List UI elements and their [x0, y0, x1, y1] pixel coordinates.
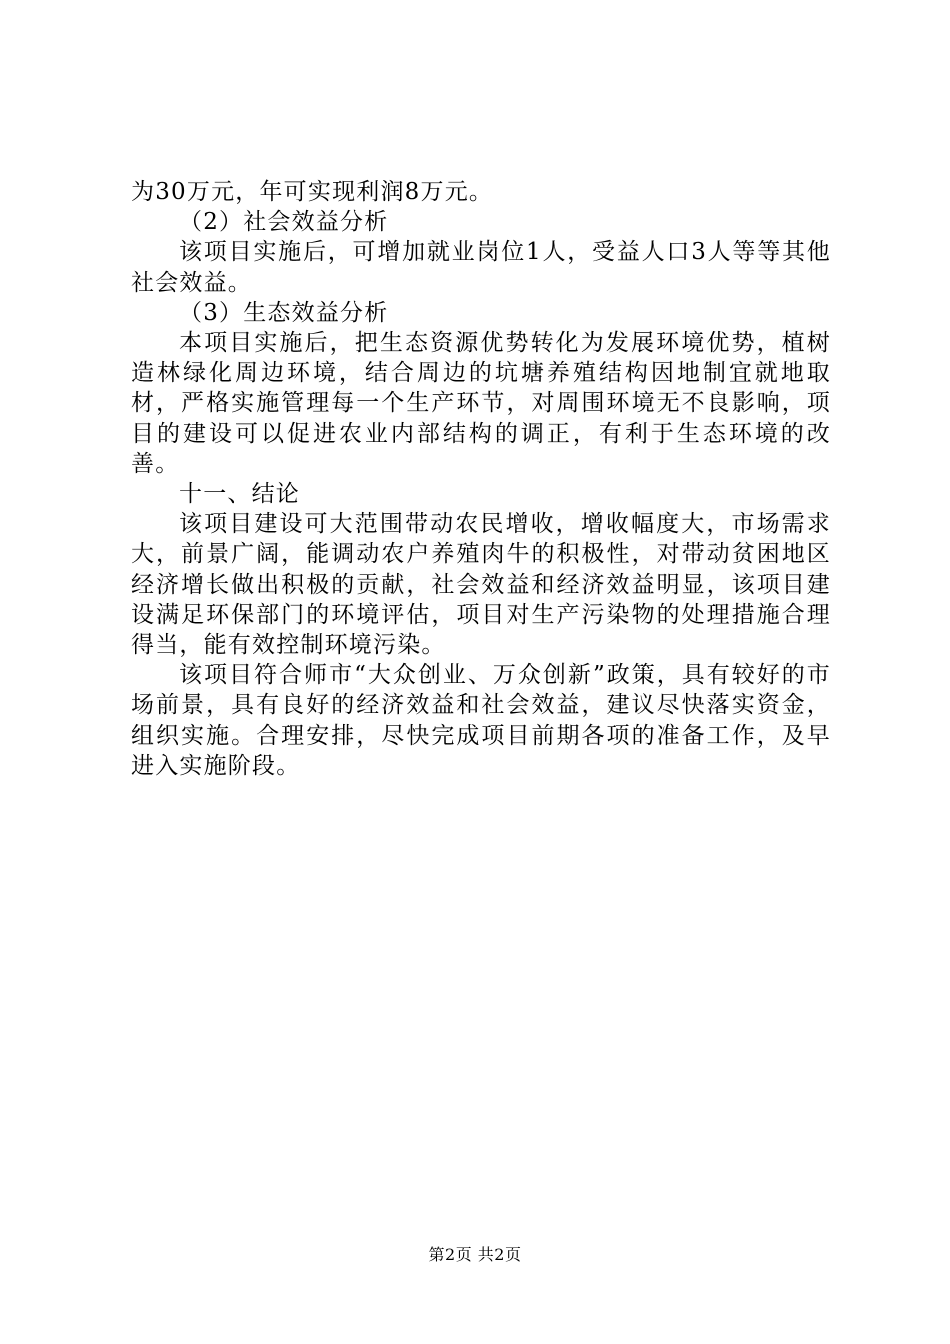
paragraph-social-benefit: 该项目实施后，可增加就业岗位1人，受益人口3人等等其他社会效益。: [131, 239, 831, 296]
heading-social-benefit: （2）社会效益分析: [179, 209, 389, 236]
paragraph-continuation: 为30万元，年可实现利润8万元。: [131, 179, 494, 205]
heading-ecological-benefit: （3）生态效益分析: [179, 299, 389, 326]
heading-conclusion: 十一、结论: [179, 481, 300, 508]
page-footer: 第2页 共2页: [428, 1245, 522, 1264]
paragraph-ecological-benefit: 本项目实施后，把生态资源优势转化为发展环境优势，植树造林绿化周边环境，结合周边的坑塘养殖结构因地制宜就地取材，严格实施管理每一个生产环节，对周围环境无不良影响，项目的建设可以促进农业内部结构的调正，有利于生态环境的改善。: [131, 330, 831, 477]
document-body: [131, 177, 831, 781]
paragraph-conclusion-2: 该项目符合师市“大众创业、万众创新”政策，具有较好的市场前景，具有良好的经济效益和社会效益，建议尽快落实资金，组织实施。合理安排，尽快完成项目前期各项的准备工作，及早进入实施阶段。: [131, 662, 831, 779]
paragraph-conclusion-1: 该项目建设可大范围带动农民增收，增收幅度大，市场需求大，前景广阔，能调动农户养殖肉牛的积极性，对带动贫困地区经济增长做出积极的贡献，社会效益和经济效益明显，该项目建设满足环保部门的环境评估，项目对生产污染物的处理措施合理得当，能有效控制环境污染。: [131, 511, 831, 659]
